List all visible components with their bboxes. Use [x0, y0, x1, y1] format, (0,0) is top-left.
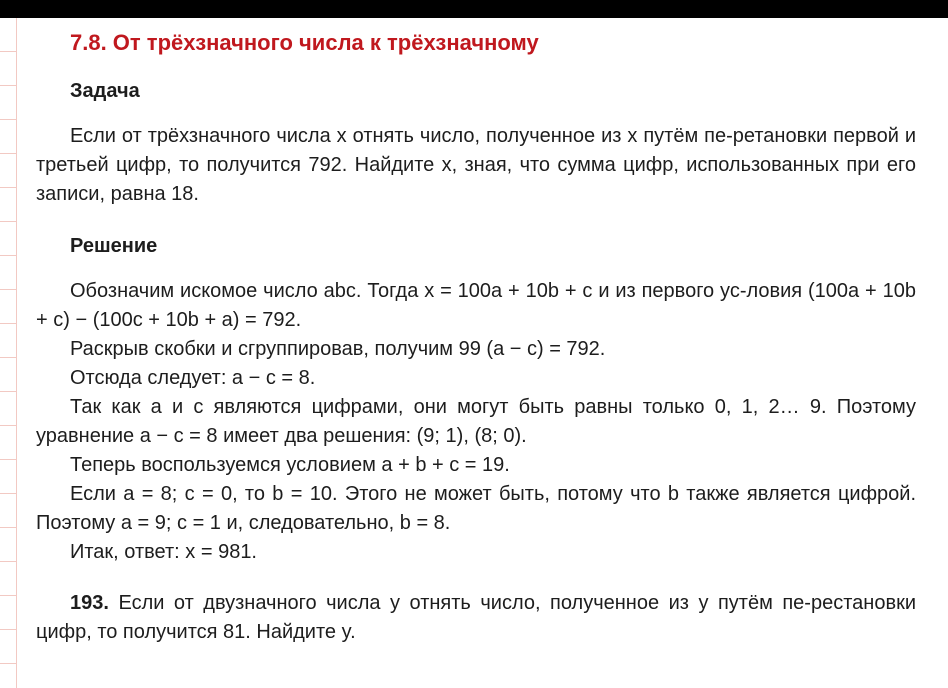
solution-paragraph-6: Если a = 8; c = 0, то b = 10. Этого не может быть, потому что b также является цифрой. Поэтому a = 9; c = 1 и, следовательно, b = 8.	[36, 483, 916, 534]
task-heading: Задача	[70, 80, 140, 102]
solution-paragraph-5: Теперь воспользуемся условием a + b + c = 19.	[70, 454, 510, 476]
top-black-bar	[0, 0, 948, 18]
solution-heading: Решение	[70, 235, 158, 257]
margin-rule	[0, 18, 17, 688]
solution-paragraph-3: Отсюда следует: a − c = 8.	[70, 367, 316, 389]
problem-193	[36, 589, 916, 647]
task-text: Если от трёхзначного числа x отнять число, полученное из x путём пе-ретановки первой и третьей цифр, то получится 792. Найдите x, зная, что сумма цифр, использованных при его записи, равна 18.	[36, 125, 916, 205]
solution-paragraph-4: Так как a и c являются цифрами, они могут быть равны только 0, 1, 2… 9. Поэтому уравнение a − c = 8 имеет два решения: (9; 1), (8; 0).	[36, 396, 916, 447]
section-title: 7.8. От трёхзначного числа к трёхзначному	[70, 30, 539, 55]
solution-paragraph-1: Обозначим искомое число abc. Тогда x = 100a + 10b + c и из первого ус-ловия (100a + 10b + c) − (100c + 10b + a) = 792.	[36, 280, 916, 331]
solution-paragraph-7: Итак, ответ: x = 981.	[70, 541, 257, 563]
problem-text: Если от двузначного числа y отнять число, полученное из y путём пе-рестановки цифр, то получится 81. Найдите y.	[36, 592, 916, 643]
problem-number: 193.	[70, 592, 109, 614]
solution-paragraph-2: Раскрыв скобки и сгруппировав, получим 99 (a − c) = 792.	[70, 338, 606, 360]
page-content	[36, 18, 916, 647]
